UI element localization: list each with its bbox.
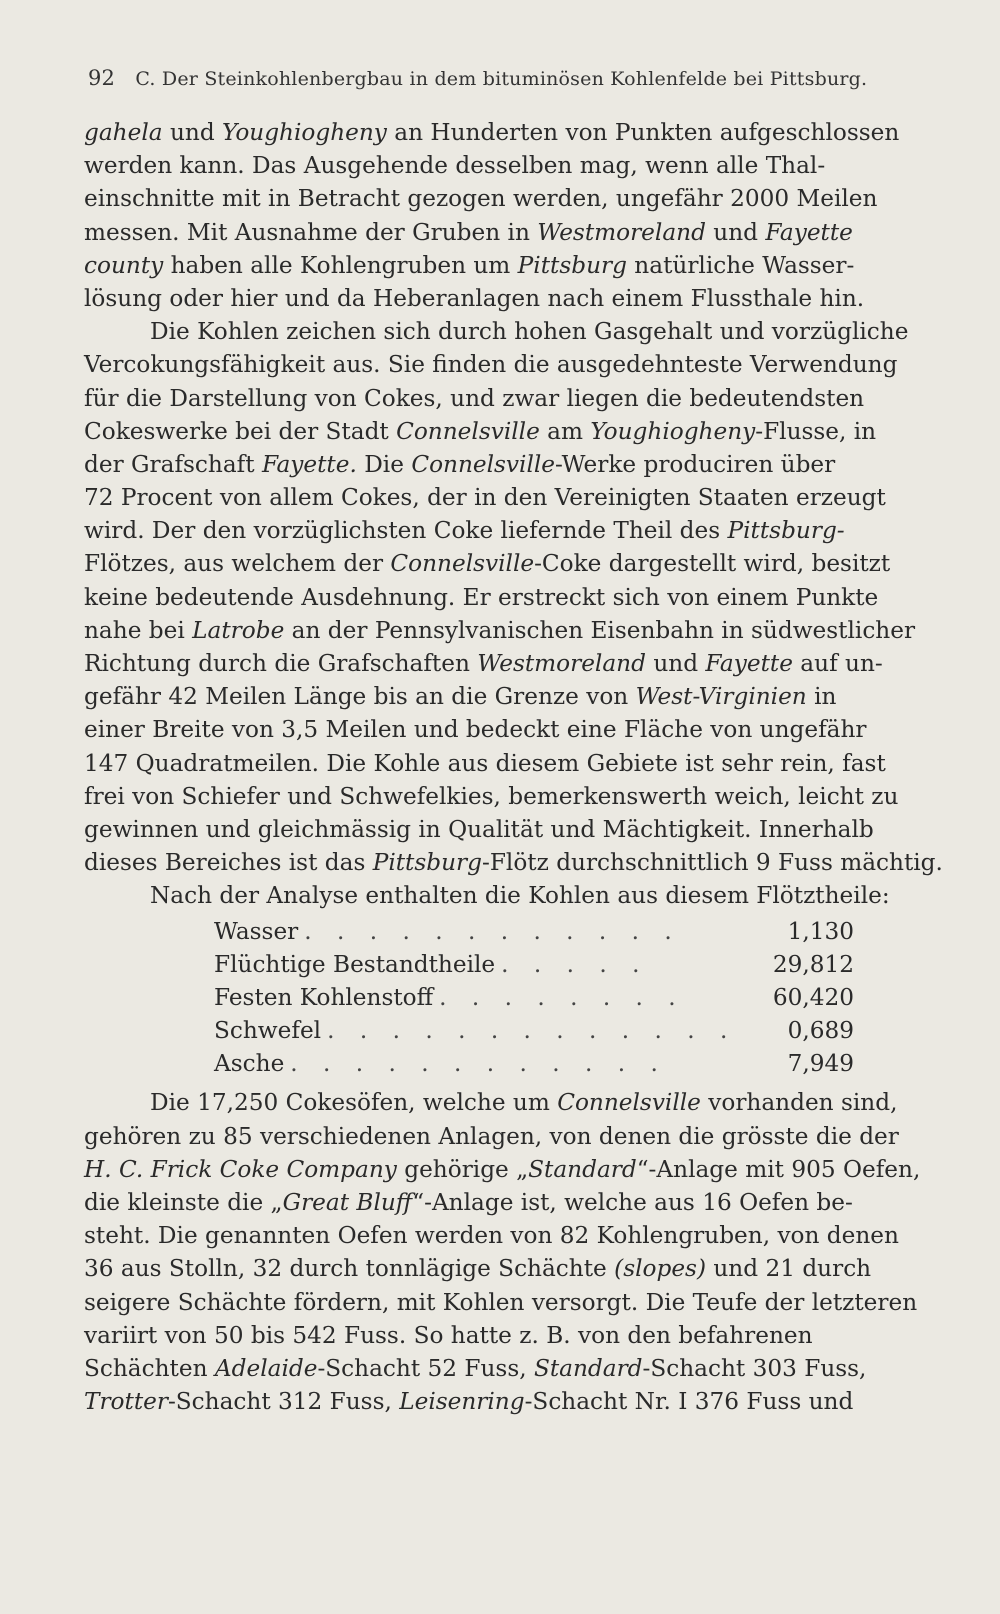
text-line: H. C. Frick Coke Company gehörige „Standard“-Anlage mit 905 Oefen, <box>84 1155 921 1183</box>
leader-dots: . . . . . . . . . . . . <box>290 1050 667 1078</box>
leader-dots: . . . . . . . . . . . . <box>304 917 681 945</box>
analysis-row <box>214 981 854 1014</box>
leader-dots: . . . . . . . . . . . . . <box>327 1017 737 1045</box>
text-line: Richtung durch die Grafschaften Westmoreland und Fayette auf un- <box>84 650 883 677</box>
page-header <box>88 66 908 90</box>
text-line: Flötzes, aus welchem der Connelsville-Coke dargestellt wird, besitzt <box>84 550 891 578</box>
analysis-value: 60,420 <box>772 983 854 1011</box>
analysis-table <box>214 915 854 1081</box>
text-line: keine bedeutende Ausdehnung. Er erstreckt sich von einem Punkte <box>84 583 879 611</box>
leader-dots: . . . . . <box>501 950 649 978</box>
text-line: Nach der Analyse enthalten die Kohlen aus diesem Flötztheile: <box>150 882 890 910</box>
text-line: Cokeswerke bei der Stadt Connelsville am Youghiogheny-Flusse, in <box>84 417 877 445</box>
text-line: Die 17,250 Cokesöfen, welche um Connelsville vorhanden sind, <box>150 1089 898 1117</box>
text-line: 147 Quadratmeilen. Die Kohle aus diesem Gebiete ist sehr rein, fast <box>84 749 886 777</box>
text-line: Die Kohlen zeichen sich durch hohen Gasgehalt und vorzügliche <box>150 318 909 346</box>
text-line: werden kann. Das Ausgehende desselben mag, wenn alle Thal- <box>84 152 826 180</box>
text-line: messen. Mit Ausnahme der Gruben in Westmoreland und Fayette <box>84 218 853 246</box>
analysis-value: 7,949 <box>787 1050 854 1078</box>
text-line: gewinnen und gleichmässig in Qualität und Mächtigkeit. Innerhalb <box>84 815 874 843</box>
analysis-row <box>214 1047 854 1080</box>
analysis-value: 0,689 <box>787 1017 854 1045</box>
analysis-label: Schwefel <box>214 1017 322 1045</box>
text-line: 72 Procent von allem Cokes, der in den Vereinigten Staaten erzeugt <box>84 484 886 512</box>
text-line: einer Breite von 3,5 Meilen und bedeckt eine Fläche von ungefähr <box>84 716 867 744</box>
text-line: Schächten Adelaide-Schacht 52 Fuss, Standard-Schacht 303 Fuss, <box>84 1354 867 1382</box>
text-line: gehören zu 85 verschiedenen Anlagen, von denen die grösste die der <box>84 1122 899 1150</box>
text-line: einschnitte mit in Betracht gezogen werden, ungefähr 2000 Meilen <box>84 185 878 213</box>
analysis-label: Wasser <box>214 917 299 945</box>
page-number: 92 <box>88 66 116 90</box>
text-line: 36 aus Stolln, 32 durch tonnlägige Schächte (slopes) und 21 durch <box>84 1255 872 1283</box>
analysis-row <box>214 915 854 948</box>
running-title: C. Der Steinkohlenbergbau in dem bituminösen Kohlenfelde bei Pittsburg. <box>135 68 868 90</box>
text-line: die kleinste die „Great Bluff“-Anlage ist, welche aus 16 Oefen be- <box>84 1189 853 1216</box>
text-line: steht. Die genannten Oefen werden von 82 Kohlengruben, von denen <box>84 1222 899 1250</box>
analysis-row <box>214 1014 854 1047</box>
text-line: seigere Schächte fördern, mit Kohlen versorgt. Die Teufe der letzteren <box>84 1288 918 1316</box>
analysis-row <box>214 948 854 981</box>
analysis-value: 29,812 <box>772 950 854 978</box>
text-line: der Grafschaft Fayette. Die Connelsville-Werke produciren über <box>84 450 836 478</box>
body-text <box>84 116 943 1418</box>
analysis-label: Flüchtige Bestandtheile <box>214 950 496 978</box>
analysis-value: 1,130 <box>787 917 854 945</box>
analysis-label: Asche <box>214 1050 285 1078</box>
text-line: wird. Der den vorzüglichsten Coke liefernde Theil des Pittsburg- <box>84 517 845 545</box>
text-line: lösung oder hier und da Heberanlagen nach einem Flussthale hin. <box>84 284 865 312</box>
text-line: gefähr 42 Meilen Länge bis an die Grenze von West-Virginien in <box>84 683 837 711</box>
text-line: Vercokungsfähigkeit aus. Sie finden die ausgedehnteste Verwendung <box>84 351 898 379</box>
text-line: Trotter-Schacht 312 Fuss, Leisenring-Schacht Nr. I 376 Fuss und <box>84 1388 854 1416</box>
text-line: county haben alle Kohlengruben um Pittsburg natürliche Wasser- <box>84 251 855 279</box>
leader-dots: . . . . . . . . <box>439 983 685 1011</box>
text-line: für die Darstellung von Cokes, und zwar liegen die bedeutendsten <box>84 384 865 412</box>
text-line: frei von Schiefer und Schwefelkies, bemerkenswerth weich, leicht zu <box>84 782 899 810</box>
text-line: gahela und Youghiogheny an Hunderten von Punkten aufgeschlossen <box>84 119 900 146</box>
analysis-label: Festen Kohlenstoff <box>214 983 434 1011</box>
text-line: variirt von 50 bis 542 Fuss. So hatte z. B. von den befahrenen <box>84 1321 813 1349</box>
text-line: dieses Bereiches ist das Pittsburg-Flötz durchschnittlich 9 Fuss mächtig. <box>84 849 943 877</box>
text-line: nahe bei Latrobe an der Pennsylvanischen Eisenbahn in südwestlicher <box>84 616 916 644</box>
